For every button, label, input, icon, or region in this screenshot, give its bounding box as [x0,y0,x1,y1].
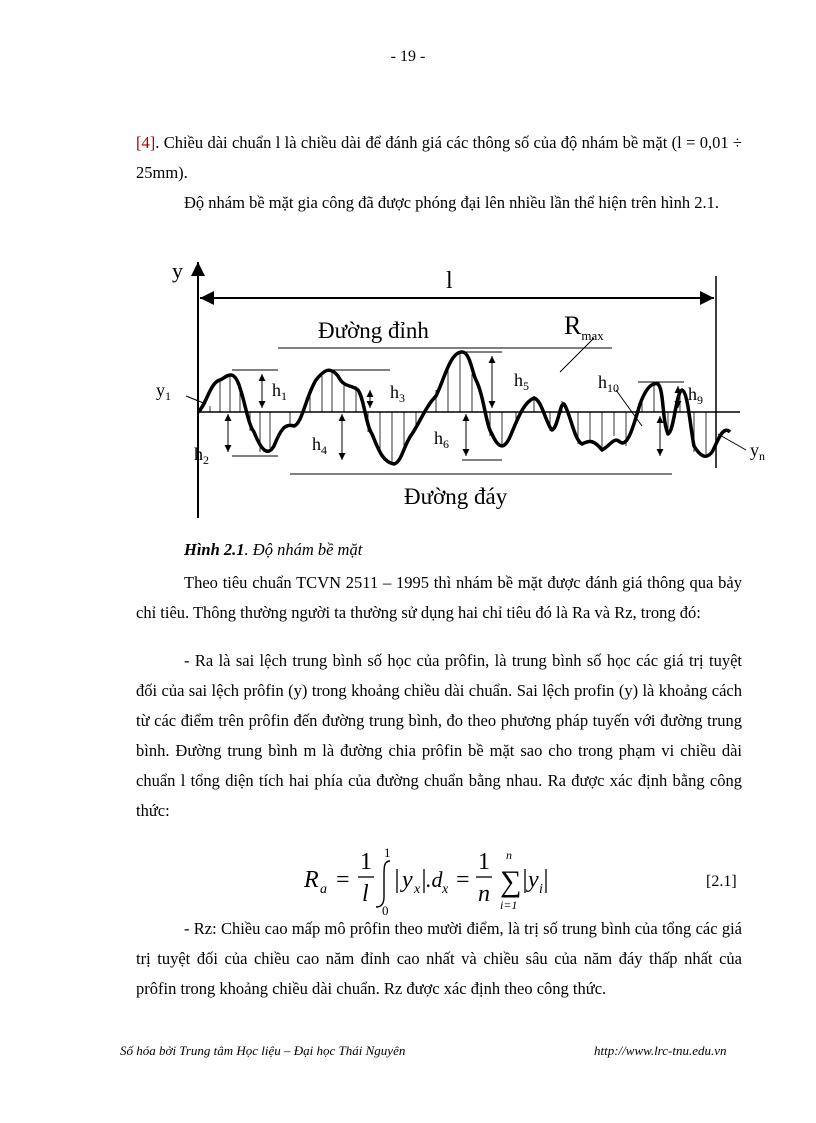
paragraph-tcvn-standard: Theo tiêu chuẩn TCVN 2511 – 1995 thì nhám bề mặt được đánh giá thông qua bảy chỉ tiêu. Thông thường người ta thường sử dụng hai chỉ tiêu đó là Ra và Rz, trong đó: [136,573,742,622]
label-h6: $h_6$ [434,428,449,451]
equation-number: [2.1] [706,873,737,890]
svg-text:=: = [336,867,350,893]
surface-roughness-figure [150,256,790,526]
svg-text:n: n [506,848,512,862]
svg-text:i: i [539,882,543,897]
profile-hatching [210,352,706,462]
label-h3: $h_3$ [390,382,405,405]
svg-text:l: l [362,881,369,907]
ra-formula [300,845,550,915]
footer-source: Số hóa bởi Trung tâm Học liệu – Đại học Thái Nguyên [120,1043,406,1058]
caption-text: . Độ nhám bề mặt [244,540,363,559]
surface-profile [198,352,730,464]
label-h4: $h_4$ [312,434,327,457]
citation-ref[interactable]: [4] [136,133,156,152]
paragraph-chieu-dai-chuan [136,128,742,188]
svg-text:=: = [456,867,470,893]
caption-label: Hình 2.1 [184,540,245,559]
label-h5: $h_5$ [514,370,529,393]
svg-text:∑: ∑ [500,865,522,898]
paragraph-text: . Chiều dài chuẩn l là chiều dài để đánh giá các thông số của độ nhám bề mặt (l = 0,01 ÷ 25mm). [136,133,742,182]
svg-text:a: a [320,882,327,897]
svg-text:R: R [304,867,319,893]
peak-line-label: Đường đỉnh [318,318,429,343]
svg-text:0: 0 [382,903,389,915]
svg-text:x: x [414,882,421,897]
figure-caption [184,540,362,560]
svg-text:.d: .d [426,867,443,892]
paragraph-figure-intro: Độ nhám bề mặt gia công đã được phóng đại lên nhiều lần thể hiện trên hình 2.1. [184,193,719,212]
svg-text:x: x [442,882,449,897]
valley-line-label: Đường đáy [404,484,508,509]
svg-text:n: n [478,881,490,907]
page-number: - 19 - [390,48,426,65]
label-yn: $y_n$ [750,440,765,463]
footer-url[interactable]: http://www.lrc-tnu.edu.vn [594,1043,727,1058]
paragraph-rz-definition: - Rz: Chiều cao mấp mô prôfin theo mười điểm, là trị số trung bình của tổng các giá trị tuyệt đối của chiều cao năm đỉnh cao nhất và chiều sâu của năm đáy thấp nhất của prôfin trong khoảng chiều dài chuẩn. Rz được xác định theo công thức. [136,919,742,998]
svg-text:y: y [528,867,539,893]
svg-text:1: 1 [478,849,490,875]
svg-text:y: y [402,867,413,893]
label-y1: $y_1$ [156,380,171,403]
y-axis-label: y [172,258,183,283]
label-h2: $h_2$ [194,444,209,467]
length-label: l [446,268,453,294]
label-rmax: $R_{max}$ [564,311,604,343]
svg-text:1: 1 [360,849,372,875]
paragraph-ra-definition: - Ra là sai lệch trung bình số học của prôfin, là trung bình số học các giá trị tuyệt đối của sai lệch prôfin (y) trong khoảng chiều dài chuẩn. Sai lệch profin (y) là khoảng cách từ các điểm trên prôfin đến đường trung bình, đo theo phương pháp tuyến với đường trung bình. Đường trung bình m là đường chia prôfin bề mặt sao cho trong phạm vi chiều dài chuẩn l tổng diện tích hai phía của đường chuẩn bằng nhau. Ra được xác định bằng công thức: [136,651,742,820]
label-h1: $h_1$ [272,380,287,403]
label-h9: $h_9$ [688,384,703,407]
svg-text:i=1: i=1 [500,898,518,912]
label-h10: $h_{10}$ [598,372,619,395]
svg-text:1: 1 [384,845,391,860]
